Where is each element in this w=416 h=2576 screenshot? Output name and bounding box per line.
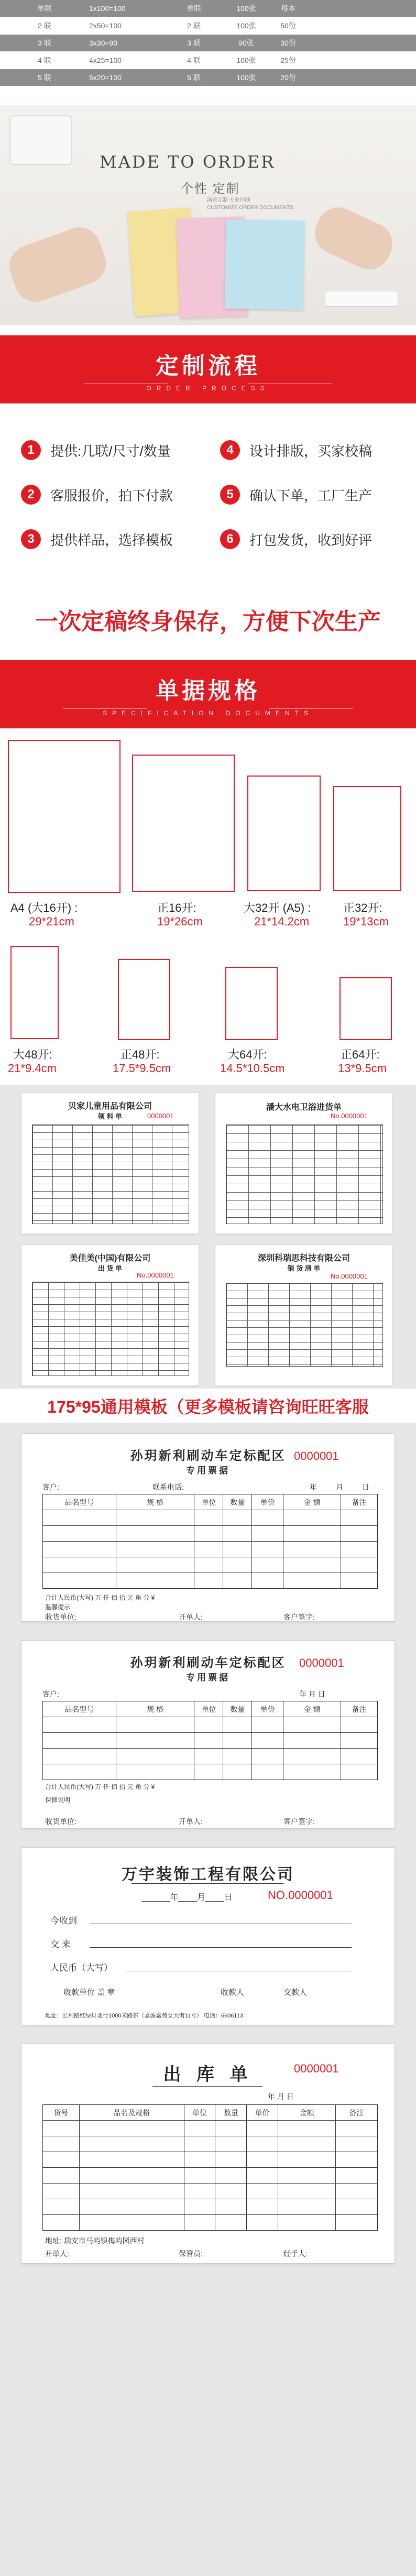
form-number: 0000001	[294, 2062, 339, 2075]
hero-subtitle: 个性 定制	[181, 182, 240, 196]
divider	[90, 1947, 352, 1948]
price-row	[0, 52, 416, 69]
table-header: 货号	[43, 2105, 80, 2121]
table-row	[43, 1749, 378, 1764]
price-table	[0, 0, 416, 105]
price-unit: 50份	[280, 21, 296, 30]
step-text: 打包发货，收到好评	[249, 532, 373, 548]
sample-company: 贝家儿童用品有限公司	[68, 1102, 152, 1111]
table-header: 数量	[215, 2105, 247, 2121]
form-note-label: 温馨提示	[45, 1603, 71, 1611]
sample-company: 潘大水电卫浴进货单	[266, 1103, 342, 1112]
price-row	[0, 69, 416, 86]
price-unit: 20份	[280, 73, 296, 82]
process-step	[220, 485, 372, 505]
form-total-label: 合计人民币(大写) 万 仟 佰 拾 元 角 分 ¥	[45, 1594, 155, 1601]
hand-image	[4, 222, 112, 308]
table-header: 规 格	[116, 1494, 194, 1510]
form-table	[42, 1701, 378, 1780]
sample-number: No.0000001	[137, 1271, 174, 1279]
price-size: 1x100=100	[89, 4, 126, 13]
size-value: 29*21cm	[29, 915, 74, 928]
price-size: 4x25=100	[89, 56, 122, 64]
form-cashier: 收款人	[221, 1988, 245, 1997]
form-client-label: 客户:	[42, 1483, 59, 1491]
table-row	[43, 2199, 378, 2215]
sample-doc-title: 销 货 清 单	[287, 1264, 321, 1272]
divider	[63, 708, 147, 709]
hero-note-line: 满意定制 专业印刷	[207, 198, 250, 203]
size-name: 正64开:	[341, 1048, 380, 1061]
process-step	[220, 529, 372, 549]
form-line-from: 交 来	[50, 1939, 71, 1949]
form-address: 地址：长利路红绿灯北行1000米路东（嘉源嘉苑女大街11号） 电话：6606113	[45, 2013, 243, 2019]
form-maker-label: 开单人:	[179, 1613, 203, 1621]
form-maker-label: 开单人:	[179, 1817, 203, 1826]
slogan: 一次定稿终身保存，方便下次生产	[35, 609, 381, 635]
form-payer: 交款人	[283, 1988, 308, 1997]
form-date: 年 月 日	[268, 2092, 294, 2101]
price-pages: 90张	[238, 39, 254, 47]
sample-sheet	[215, 1245, 393, 1386]
price-layers-2: 单联	[187, 4, 201, 13]
form-subtitle: 专用票据	[186, 1673, 230, 1683]
step-text: 设计排版，买家校稿	[249, 443, 373, 459]
price-pages: 100张	[236, 56, 256, 64]
table-row	[43, 1526, 378, 1542]
size-value: 21*14.2cm	[254, 915, 310, 928]
process-step	[21, 485, 173, 505]
price-layers: 3 联	[38, 39, 51, 47]
form-phone-label: 联系电话:	[152, 1483, 184, 1491]
size-name: 正16开:	[157, 901, 196, 914]
size-rect	[247, 776, 321, 891]
size-rect	[118, 959, 170, 1040]
price-unit: 每本	[281, 4, 295, 13]
form-note-label: 保修说明	[45, 1796, 71, 1804]
form-company: 万宇装饰工程有限公司	[122, 1866, 294, 1883]
process-step	[21, 529, 173, 549]
sample-sheet	[215, 1093, 393, 1234]
size-name: A4 (大16开) :	[10, 901, 78, 914]
price-row	[0, 35, 416, 52]
price-layers-2: 3 联	[187, 39, 201, 47]
process-steps	[0, 430, 416, 592]
price-layers: 5 联	[38, 73, 51, 82]
price-layers-2: 2 联	[187, 21, 201, 30]
size-name: 大48开:	[13, 1048, 52, 1061]
step-text: 客服报价，拍下付款	[50, 487, 173, 504]
form-company: 孙玥新利刷动车定标配区	[130, 1449, 286, 1463]
price-size: 2x50=100	[89, 21, 122, 30]
form-subtitle: 专用票据	[186, 1466, 230, 1476]
form-title: 出 库 单	[163, 2065, 253, 2084]
form-table	[42, 2104, 378, 2231]
size-name: 大32开 (A5) :	[244, 901, 311, 914]
form-payment-receipt	[21, 1847, 395, 2025]
table-row	[43, 1733, 378, 1749]
step-number-badge: 6	[220, 529, 240, 549]
hero-title: MADE TO ORDER	[100, 152, 276, 172]
table-row	[43, 2215, 378, 2231]
form-client-label: 客户:	[42, 1690, 59, 1698]
size-value: 13*9.5cm	[338, 1062, 387, 1075]
step-number-badge: 4	[220, 440, 240, 460]
price-size: 5x20=100	[89, 73, 122, 82]
table-header-row	[43, 1494, 378, 1510]
price-layers-2: 4 联	[187, 56, 201, 64]
size-rect	[132, 755, 235, 892]
spec-title: 单据规格	[156, 678, 260, 704]
table-header-row	[43, 2105, 378, 2121]
table-header: 单位	[184, 2105, 215, 2121]
form-outbound-slip	[21, 2044, 395, 2264]
table-row	[43, 2136, 378, 2152]
table-header: 单价	[252, 1701, 283, 1717]
template-title: 175*95通用模板（更多模板请咨询旺旺客服	[47, 1398, 369, 1416]
table-row	[43, 2168, 378, 2184]
price-row	[0, 17, 416, 35]
size-rect	[10, 946, 59, 1039]
sample-number: No.0000001	[331, 1112, 368, 1120]
size-rect	[8, 740, 121, 893]
price-pages: 100张	[236, 4, 256, 13]
sample-doc-title: 出 货 单	[97, 1264, 123, 1272]
hero-banner	[0, 105, 416, 325]
size-value: 19*13cm	[343, 915, 389, 928]
form-signer-label: 收货单位:	[45, 1613, 76, 1621]
spec-subtitle: SPECIFICATION DOCUMENTS	[103, 710, 313, 717]
table-row	[43, 1764, 378, 1780]
step-number-badge: 1	[21, 440, 41, 460]
table-row	[43, 1542, 378, 1557]
price-size: 3x30=90	[89, 39, 118, 47]
table-header: 备注	[336, 2105, 378, 2121]
table-header: 单位	[194, 1494, 223, 1510]
sample-doc-title: 领 料 单	[97, 1112, 123, 1120]
hand-image	[308, 201, 399, 277]
sample-number: 0000001	[147, 1112, 174, 1120]
table-row	[43, 2121, 378, 2136]
sample-sheet	[21, 1093, 199, 1234]
size-value: 14.5*10.5cm	[220, 1062, 285, 1075]
form-maker-label: 开单人:	[45, 2250, 69, 2258]
form-day: 日	[362, 1483, 369, 1491]
table-header: 备注	[341, 1494, 378, 1510]
sample-number: No.0000001	[331, 1272, 368, 1280]
form-line-amount: 人民币（大写）	[50, 1963, 113, 1973]
process-subtitle: ORDER PROCESS	[146, 385, 270, 392]
form-company: 孙玥新利刷动车定标配区	[130, 1656, 286, 1670]
table-header: 品名型号	[43, 1701, 116, 1717]
size-rect	[225, 967, 278, 1040]
price-layers: 单联	[37, 4, 52, 13]
printer-device-image	[9, 115, 72, 165]
table-header: 金 额	[283, 1701, 341, 1717]
form-date: ______年____月____日	[142, 1893, 233, 1902]
process-title: 定制流程	[156, 353, 260, 379]
table-header-row	[43, 1701, 378, 1717]
step-text: 提供样品，选择模板	[50, 532, 173, 548]
table-row	[43, 1510, 378, 1526]
price-unit: 30份	[280, 39, 296, 47]
keyboard-image	[325, 291, 398, 307]
form-keeper-label: 保管员:	[179, 2250, 203, 2258]
size-value: 19*26cm	[157, 915, 203, 928]
step-text: 确认下单，工厂生产	[249, 487, 373, 504]
form-customer-sign-label: 客户签字:	[283, 1817, 315, 1826]
size-name: 正48开:	[121, 1048, 160, 1061]
form-sales-receipt	[21, 1433, 395, 1622]
size-rect	[340, 977, 392, 1040]
price-layers-2: 5 联	[187, 73, 201, 82]
sample-company: 美佳美(中国)有限公司	[69, 1254, 151, 1263]
sample-sheet	[21, 1245, 199, 1386]
sample-grid	[32, 1125, 189, 1224]
hero-note	[207, 197, 293, 212]
price-row	[0, 0, 416, 17]
process-step	[21, 440, 171, 460]
form-customer-sign-label: 客户签字:	[283, 1613, 315, 1621]
price-pages: 100张	[236, 73, 256, 82]
size-rect	[333, 786, 401, 891]
table-header: 规 格	[116, 1701, 194, 1717]
divider	[132, 1883, 283, 1884]
divider	[152, 2086, 262, 2087]
table-header: 数量	[223, 1494, 252, 1510]
size-value: 17.5*9.5cm	[113, 1062, 171, 1075]
table-row	[43, 1717, 378, 1733]
form-year: 年	[310, 1483, 317, 1491]
sample-grid	[32, 1282, 189, 1376]
form-date: 年 月 日	[299, 1690, 325, 1698]
table-header: 单位	[194, 1701, 223, 1717]
process-banner	[0, 335, 416, 403]
form-line-received: 今收到	[50, 1916, 77, 1926]
form-table	[42, 1494, 378, 1589]
price-layers: 2 联	[38, 21, 51, 30]
table-header: 数量	[223, 1701, 252, 1717]
form-month: 月	[336, 1483, 343, 1491]
form-service-receipt	[21, 1640, 395, 1829]
sample-company: 深圳科瑞思科技有限公司	[257, 1254, 350, 1263]
size-value: 21*9.4cm	[8, 1062, 57, 1075]
form-number: 0000001	[294, 1449, 339, 1462]
form-total-label: 合计人民币(大写) 万 仟 佰 拾 元 角 分 ¥	[45, 1783, 155, 1791]
sample-grid	[226, 1283, 383, 1367]
size-name: 大64开:	[228, 1048, 267, 1061]
hero-note-line: CUSTOMIZE ORDER DOCUMENTS	[207, 205, 293, 211]
step-text: 提供:几联/尺寸/数量	[50, 443, 171, 459]
form-receiver: 收款单位 盖 章	[63, 1988, 115, 1997]
table-row	[43, 2184, 378, 2199]
step-number-badge: 3	[21, 529, 41, 549]
table-header: 备注	[341, 1701, 378, 1717]
spec-banner	[0, 660, 416, 728]
form-signer-label: 收货单位:	[45, 1817, 76, 1826]
table-header: 金 额	[283, 1494, 341, 1510]
table-row	[43, 2152, 378, 2168]
size-name: 正32开:	[343, 901, 382, 914]
process-step	[220, 440, 372, 460]
price-pages: 100张	[236, 21, 256, 30]
step-number-badge: 5	[220, 485, 240, 505]
form-number: 0000001	[299, 1656, 344, 1669]
divider	[269, 708, 353, 709]
table-header: 金额	[278, 2105, 336, 2121]
form-receiver-label: 经手人:	[283, 2250, 308, 2258]
form-number: NO.0000001	[268, 1889, 333, 1902]
table-header: 品名型号	[43, 1494, 116, 1510]
table-header: 单价	[252, 1494, 283, 1510]
table-header: 品名及规格	[79, 2105, 184, 2121]
table-header: 单价	[247, 2105, 278, 2121]
receipt-book-image	[225, 220, 305, 310]
table-row	[43, 1573, 378, 1589]
sample-grid	[226, 1125, 383, 1224]
table-row	[43, 1557, 378, 1573]
price-layers: 4 联	[38, 56, 51, 64]
form-address: 地址: 瑞安市马屿镇梅屿园西村	[45, 2236, 145, 2245]
step-number-badge: 2	[21, 485, 41, 505]
price-unit: 25份	[280, 56, 296, 64]
